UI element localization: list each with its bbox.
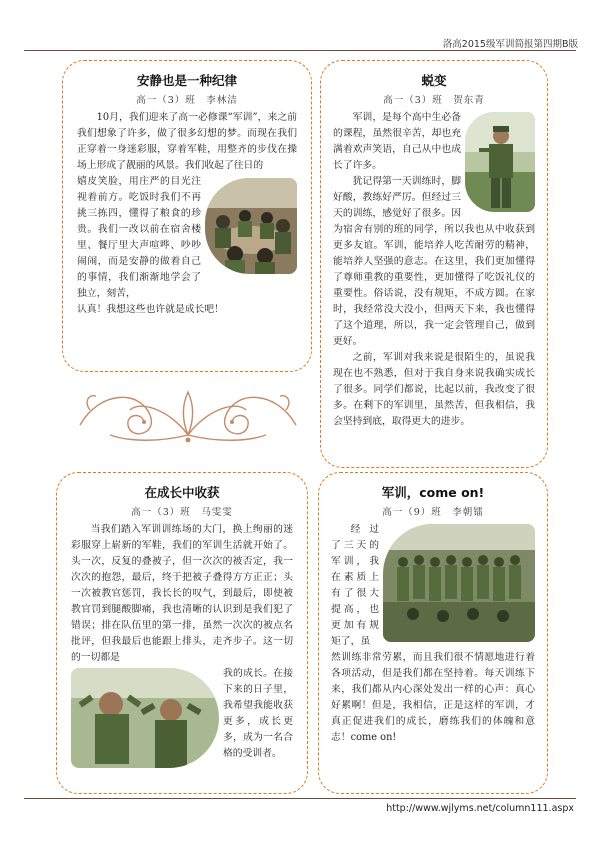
article-3-byline: 高一（3）班 马雯雯 [131,507,233,518]
article-3-photo [71,668,219,768]
troop-photo [383,524,535,642]
footer-url: http://www.wjlyms.net/column111.aspx [386,803,574,814]
article-4-title: 军训，come on! [381,485,485,500]
footer-rule [24,798,576,799]
article-2-title: 蜕变 [421,73,447,88]
article-2-byline: 高一（3）班 贺东青 [383,95,485,106]
article-1-paragraph: 认真！我想这些也许就是成长吧！ [77,304,224,315]
article-2-paragraph: 之前，军训对我来说是很陌生的，虽说我现在也不熟悉，但对于我自身来说我确实成长了很多。同学们都说，比起以前，我改变了很多。在剩下的军训里，虽然苦，但我相信，我会坚持到底，取得更大的进步。 [333,352,535,427]
article-1-photo [205,178,297,274]
article-4-photo [383,524,535,642]
article-1-paragraph: 嬉皮笑脸，用庄严的目光注视着前方。吃饭时我们不再挑三拣四，懂得了粮食的珍贵。我们一改以前在宿舍楼里、餐厅里大声喧哗、吵吵闹闹，而是安静的做着自己的事情，我们渐渐地学会了独立，刻苦， [77,176,201,299]
article-4-paragraph: 然训练非常劳累，而且我们很不情愿地进行着各项活动，但是我们都在坚持着。每天训练下来，我们都从内心深处发出一样的心声：真心好累啊！但是，我相信，正是这样的军训，才真正促进我们的成长，磨练我们的体魄和意志！come on! [331,652,535,743]
article-box-4 [318,472,548,794]
header-rule [24,50,576,51]
article-4-byline: 高一（9）班 李朝镭 [382,507,484,518]
article-2-photo [465,112,535,212]
page-header: 洛高2015级军训简报第四期B版 [442,39,578,50]
article-box-2 [320,60,548,468]
dining-hall-photo [205,178,297,274]
article-3-paragraph: 我的成长。在接下来的日子里，我希望我能收获更多，成长更多，成为一名合格的受训者。 [223,668,293,759]
article-3-title: 在成长中收获 [144,485,220,500]
article-3-paragraph: 当我们踏入军训训练场的大门，换上绚丽的迷彩服穿上崭新的军鞋，我们的军训生活就开始了。头一次，反复的叠被子，但一次次的被否定，我一次次的抱怨，最后，终于把被子叠得方方正正；头一次被教官惩罚，我长长的叹气，到最后，即使被教官罚到腿酸脚痛，我也清晰的认识到是我们犯了错误；排在队伍里的第一排，虽然一次次的被点名批评，但我最后也能跟上排头，走齐步子。这一切的一切都是 [71,524,293,663]
article-1-title: 安静也是一种纪律 [136,73,237,88]
instructor-photo [465,112,535,212]
article-box-1 [62,60,312,372]
floral-ornament [70,380,306,450]
drill-photo [71,668,219,768]
article-2-paragraph: 军训，是每个高中生必备的课程，虽然很辛苦，却也充满着欢声笑语，自己从中也成长了许多。 [333,112,461,171]
article-2-paragraph: 犹记得第一天训练时，脚好酸，教练好严厉。但经过三天的训练，感觉好了很多。因为宿舍有别的班的同学，所以我也从中收获到更多友谊。军训，能培养人吃苦耐劳的精神，能培养人坚强的意志。在这里，我们更加懂得了尊师重教的重要性，更加懂得了吃饭礼仪的重要性。俗话说，没有规矩，不成方圆。在家时，我经常没大没小，但两天下来，我也懂得了这个道理，所以，我一定会管理自己，做到更好。 [333,176,535,347]
article-4-paragraph: 经过了三天的军训，我在素质上有了很大提高，也更加有规矩了，虽 [331,524,379,647]
article-box-3 [56,472,308,794]
article-1-paragraph: 10月，我们迎来了高一必修课“军训”，来之前我们想象了许多，做了很多幻想的梦。而现在我们正穿着一身迷彩服，穿着军鞋，用整齐的步伐在操场上形成了靓丽的风景。我们收起了往日的 [77,112,297,171]
article-1-byline: 高一（3）班 李林洁 [136,95,238,106]
